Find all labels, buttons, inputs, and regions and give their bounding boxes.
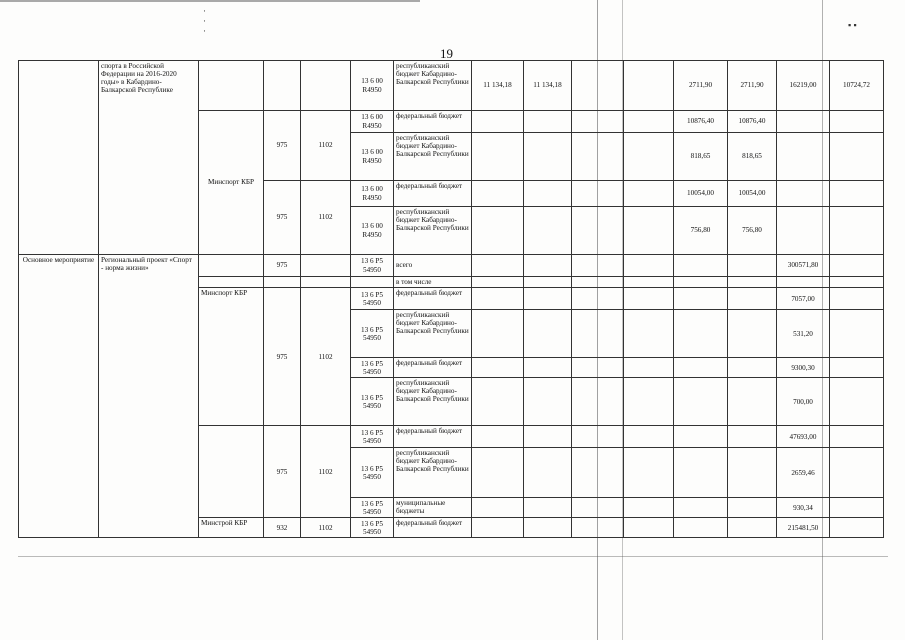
source-cell: республиканский бюджет Кабардино-Балкарской Республики	[394, 61, 472, 111]
value-cell: 215481,50	[777, 518, 830, 538]
code-cell: 13 6 00 R4950	[351, 61, 394, 111]
grbs-cell: 932	[264, 518, 301, 538]
grbs-cell: 975	[264, 426, 301, 518]
value-cell: 300571,80	[777, 255, 830, 277]
page-number: 19	[440, 46, 453, 61]
code-cell: 13 6 00 R4950	[351, 111, 394, 133]
code-cell: 13 6 00 R4950	[351, 207, 394, 255]
code-cell: 13 6 P5 54950	[351, 310, 394, 358]
source-cell: федеральный бюджет	[394, 426, 472, 448]
org-cell: Минспорт КБР	[199, 111, 264, 255]
source-cell: в том числе	[394, 277, 472, 288]
source-cell: республиканский бюджет Кабардино-Балкарской Республики	[394, 448, 472, 498]
value-cell: 756,80	[728, 207, 777, 255]
source-cell: всего	[394, 255, 472, 277]
value-cell: 10724,72	[830, 61, 884, 111]
empty-cell	[19, 61, 99, 255]
grbs-cell: 975	[264, 288, 301, 426]
value-cell: 756,80	[674, 207, 728, 255]
value-cell: 700,00	[777, 378, 830, 426]
grbs-cell: 975	[264, 255, 301, 277]
table-row	[19, 255, 884, 277]
org-cell	[199, 61, 264, 111]
rzpr-cell: 1102	[301, 181, 351, 255]
code-cell: 13 6 P5 54950	[351, 358, 394, 378]
org-cell	[199, 255, 264, 277]
rzpr-cell: 1102	[301, 426, 351, 518]
source-cell: федеральный бюджет	[394, 111, 472, 133]
source-cell: федеральный бюджет	[394, 358, 472, 378]
program-name-cell: спорта в Российской Федерации на 2016-2020 годы» в Кабардино-Балкарской Республике	[99, 61, 199, 255]
code-cell: 13 6 P5 54950	[351, 288, 394, 310]
scan-artifact-line	[0, 0, 420, 2]
source-cell: республиканский бюджет Кабардино-Балкарской Республики	[394, 207, 472, 255]
value-cell: 2711,90	[728, 61, 777, 111]
value-cell: 818,65	[728, 133, 777, 181]
source-cell: муниципальные бюджеты	[394, 498, 472, 518]
value-cell: 10054,00	[728, 181, 777, 207]
rzpr-cell: 1102	[301, 518, 351, 538]
table-row	[19, 61, 884, 111]
rzpr-cell: 1102	[301, 111, 351, 181]
code-cell: 13 6 P5 54950	[351, 518, 394, 538]
code-cell: 13 6 00 R4950	[351, 133, 394, 181]
code-cell: 13 6 00 R4950	[351, 181, 394, 207]
budget-table	[18, 60, 884, 538]
value-cell: 930,34	[777, 498, 830, 518]
code-cell: 13 6 P5 54950	[351, 498, 394, 518]
grbs-cell: 975	[264, 111, 301, 181]
value-cell: 47693,00	[777, 426, 830, 448]
event-type-cell: Основное мероприятие	[19, 255, 99, 538]
code-cell: 13 6 P5 54950	[351, 448, 394, 498]
value-cell: 10054,00	[674, 181, 728, 207]
value-cell: 16219,00	[777, 61, 830, 111]
value-cell: 10876,40	[674, 111, 728, 133]
org-cell	[199, 426, 264, 518]
scan-artifact-line	[18, 556, 888, 557]
org-cell: Минстрой КБР	[199, 518, 264, 538]
code-cell: 13 6 P5 54950	[351, 255, 394, 277]
value-cell: 2711,90	[674, 61, 728, 111]
value-cell: 818,65	[674, 133, 728, 181]
grbs-cell: 975	[264, 181, 301, 255]
source-cell: федеральный бюджет	[394, 181, 472, 207]
event-name-cell: Региональный проект «Спорт - норма жизни»	[99, 255, 199, 538]
value-cell: 11 134,18	[472, 61, 524, 111]
org-cell: Минспорт КБР	[199, 288, 264, 426]
value-cell: 11 134,18	[524, 61, 572, 111]
value-cell: 7057,00	[777, 288, 830, 310]
value-cell: 531,20	[777, 310, 830, 358]
source-cell: федеральный бюджет	[394, 288, 472, 310]
scan-speck: ▪ ▪	[848, 20, 857, 30]
source-cell: республиканский бюджет Кабардино-Балкарской Республики	[394, 133, 472, 181]
value-cell: 2659,46	[777, 448, 830, 498]
rzpr-cell: 1102	[301, 288, 351, 426]
value-cell: 10876,40	[728, 111, 777, 133]
code-cell: 13 6 P5 54950	[351, 378, 394, 426]
value-cell: 9300,30	[777, 358, 830, 378]
code-cell: 13 6 P5 54950	[351, 426, 394, 448]
scan-speck: · · ·	[203, 6, 206, 36]
source-cell: республиканский бюджет Кабардино-Балкарской Республики	[394, 310, 472, 358]
source-cell: республиканский бюджет Кабардино-Балкарской Республики	[394, 378, 472, 426]
source-cell: федеральный бюджет	[394, 518, 472, 538]
